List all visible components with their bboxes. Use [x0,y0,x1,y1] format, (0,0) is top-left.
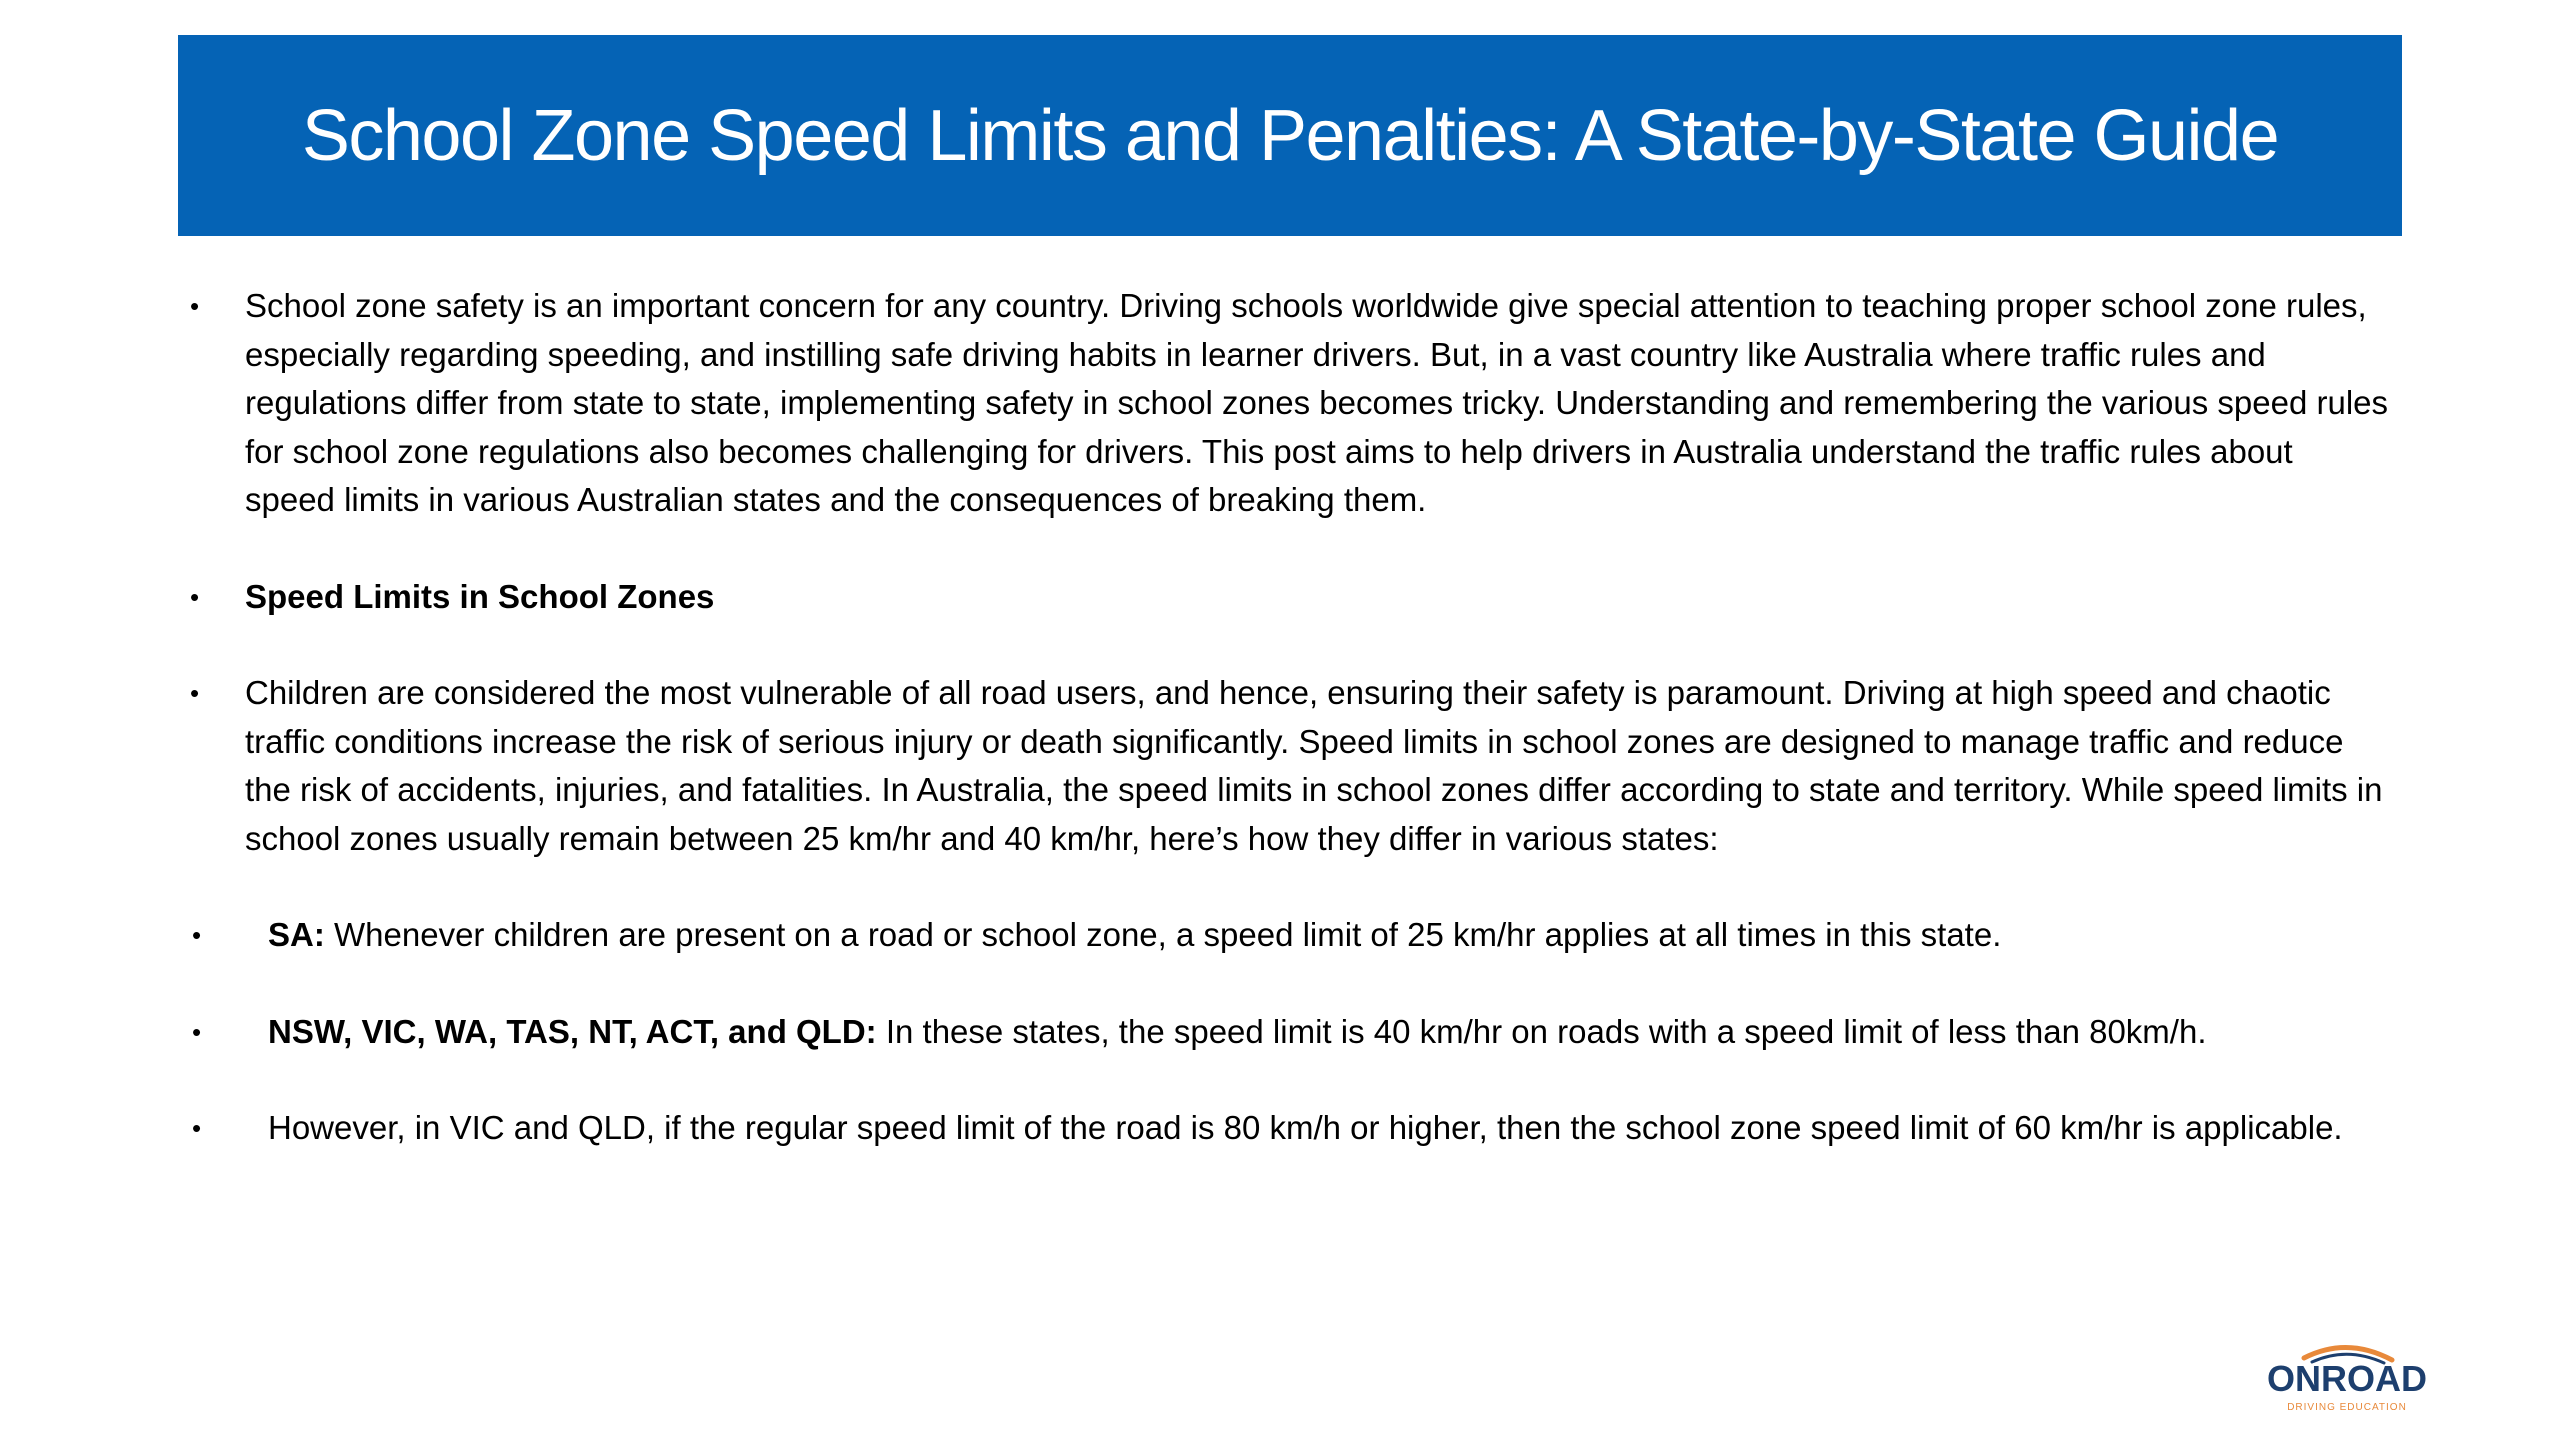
title-banner [178,35,2402,236]
bullet-dot: • [192,920,202,950]
bullet-dot: • [190,678,200,708]
state-text: Whenever children are present on a road or school zone, a speed limit of 25 km/hr applies at all times in this state. [324,916,2002,953]
state-label: SA: [268,916,325,953]
bullet-nsw [190,1008,2390,1057]
bullet-text: However, in VIC and QLD, if the regular speed limit of the road is 80 km/h or higher, then the school zone speed limit of 60 km/hr is applicable. [268,1109,2343,1146]
bullet-however [190,1104,2390,1153]
bullet-dot: • [192,1113,202,1143]
logo-name: ONROAD [2267,1358,2427,1399]
bullet-text: School zone safety is an important concern for any country. Driving schools worldwide give special attention to teaching proper school zone rules, especially regarding speeding, and instilling safe driving habits in learner drivers. But, in a vast country like Australia where traffic rules and regulations differ from state to state, implementing safety in school zones becomes tricky. Understanding and remembering the various speed rules for school zone regulations also becomes challenging for drivers. This post aims to help drivers in Australia understand the traffic rules about speed limits in various Australian states and the consequences of breaking them. [245,287,2389,518]
bullet-text [268,911,2390,960]
bullet-text [268,1008,2390,1057]
car-roof-arc-icon [2252,1338,2442,1418]
bullet-sa [190,911,2390,960]
bullet-dot: • [192,1016,202,1047]
logo-tagline: DRIVING EDUCATION [2287,1402,2407,1413]
page-title: School Zone Speed Limits and Penalties: A State-by-State Guide [301,95,2279,176]
state-label: NSW, VIC, WA, TAS, NT, ACT, and QLD: [268,1012,877,1050]
bullet-children [190,669,2390,863]
onroad-logo [2252,1338,2442,1418]
bullet-dot: • [190,291,200,321]
bullet-text: Children are considered the most vulnerable of all road users, and hence, ensuring their safety is paramount. Driving at high speed and chaotic traffic conditions increase the risk of serious injury or death significantly. Speed limits in school zones are designed to manage traffic and reduce the risk of accidents, injuries, and fatalities. In Australia, the speed limits in school zones differ according to state and territory. While speed limits in school zones usually remain between 25 km/hr and 40 km/hr, here’s how they differ in various states: [245,674,2383,857]
bullet-heading [190,573,2390,622]
state-text: In these states, the speed limit is 40 km/hr on roads with a speed limit of less than 80km/h. [876,1012,2207,1050]
bullet-dot: • [190,581,200,612]
bullet-intro [190,282,2390,525]
section-heading: Speed Limits in School Zones [245,577,715,615]
slide-content [190,282,2390,1153]
